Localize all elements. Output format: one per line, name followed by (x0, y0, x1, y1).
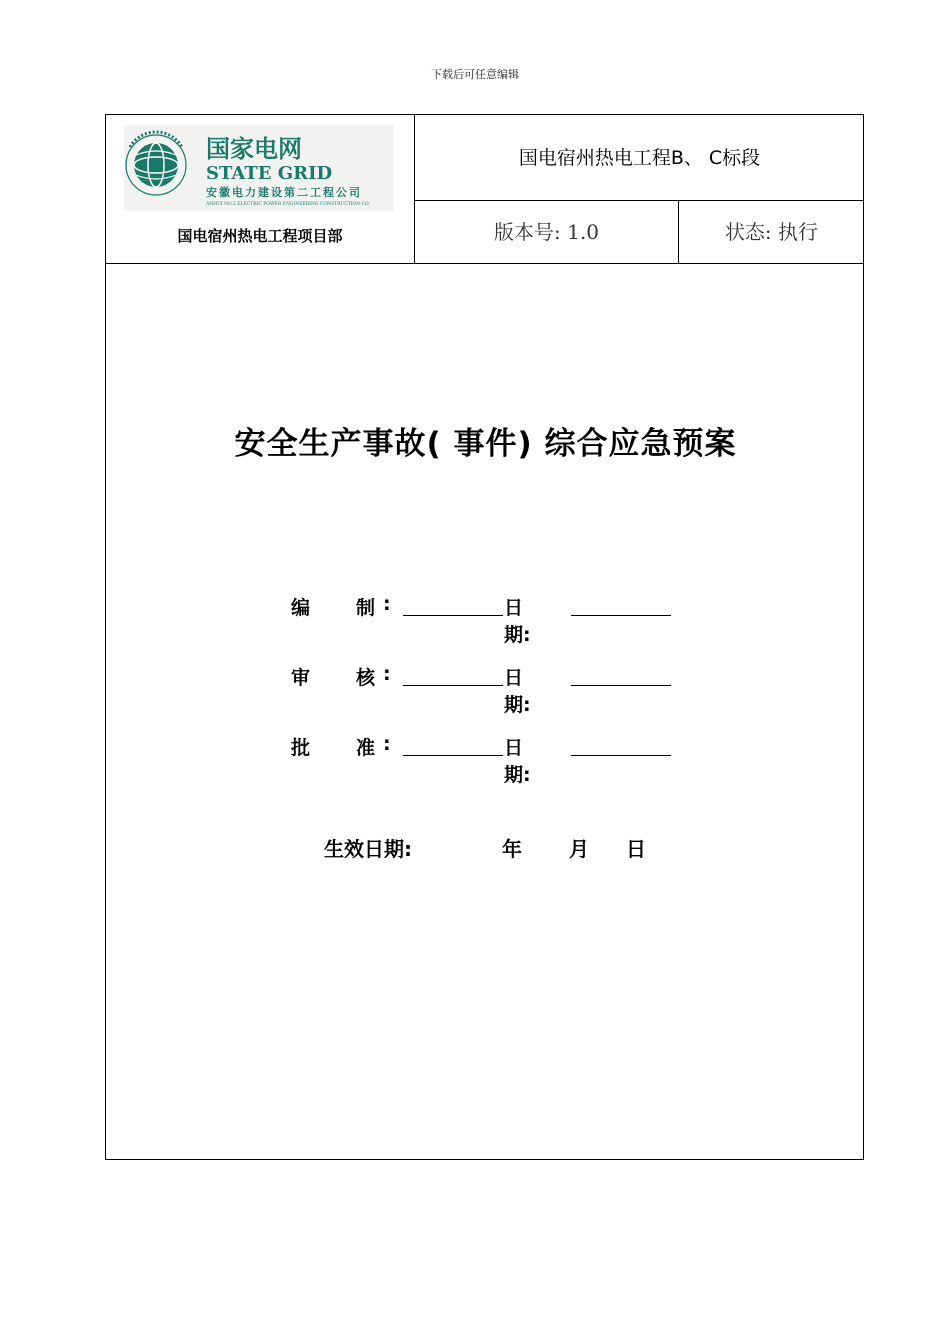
date-label: 日期: (504, 667, 531, 716)
effective-date-label: 生效日期: (324, 837, 412, 861)
state-grid-logo (124, 125, 394, 211)
signoff-role-char: 批 (291, 737, 311, 759)
section-title: 国电宿州热电工程B、 C标段 (518, 147, 761, 169)
version-number: 版本号: 1.0 (494, 220, 599, 244)
effective-month: 月 (569, 837, 589, 861)
signoff-colon: : (383, 593, 391, 615)
date-label: 日期: (504, 597, 531, 646)
date-blank[interactable] (571, 685, 671, 686)
company-en-text: ANHUI NO.2 ELECTRIC POWER ENGINEERING CONSTRUCTION CO. (206, 202, 370, 207)
signature-blank[interactable] (403, 685, 503, 686)
signoff-role-char: 编 (291, 597, 311, 619)
company-cn-text: 安徽电力建设第二工程公司 (206, 186, 362, 199)
top-note: 下载后可任意编辑 (431, 68, 519, 81)
effective-day: 日 (626, 837, 646, 861)
signature-blank[interactable] (403, 615, 503, 616)
brand-en-text: STATE GRID (206, 163, 333, 184)
effective-year: 年 (502, 837, 522, 861)
date-blank[interactable] (571, 615, 671, 616)
signoff-role-char: 准 (355, 737, 375, 759)
document-frame (105, 114, 864, 1160)
signoff-colon: : (383, 663, 391, 685)
date-label: 日期: (504, 737, 531, 786)
signoff-role-char: 制 (355, 597, 375, 619)
project-department: 国电宿州热电工程项目部 (177, 227, 343, 245)
brand-cn-text: 国家电网 (206, 135, 302, 163)
document-status: 状态: 执行 (724, 220, 819, 244)
signoff-role-char: 审 (291, 667, 311, 689)
signoff-role-char: 核 (355, 667, 375, 689)
signoff-colon: : (383, 733, 391, 755)
signature-blank[interactable] (403, 755, 503, 756)
logo-cell (106, 115, 414, 264)
state-grid-logo-icon (124, 125, 394, 211)
date-blank[interactable] (571, 755, 671, 756)
document-title: 安全生产事故( 事件) 综合应急预案 (234, 426, 737, 462)
